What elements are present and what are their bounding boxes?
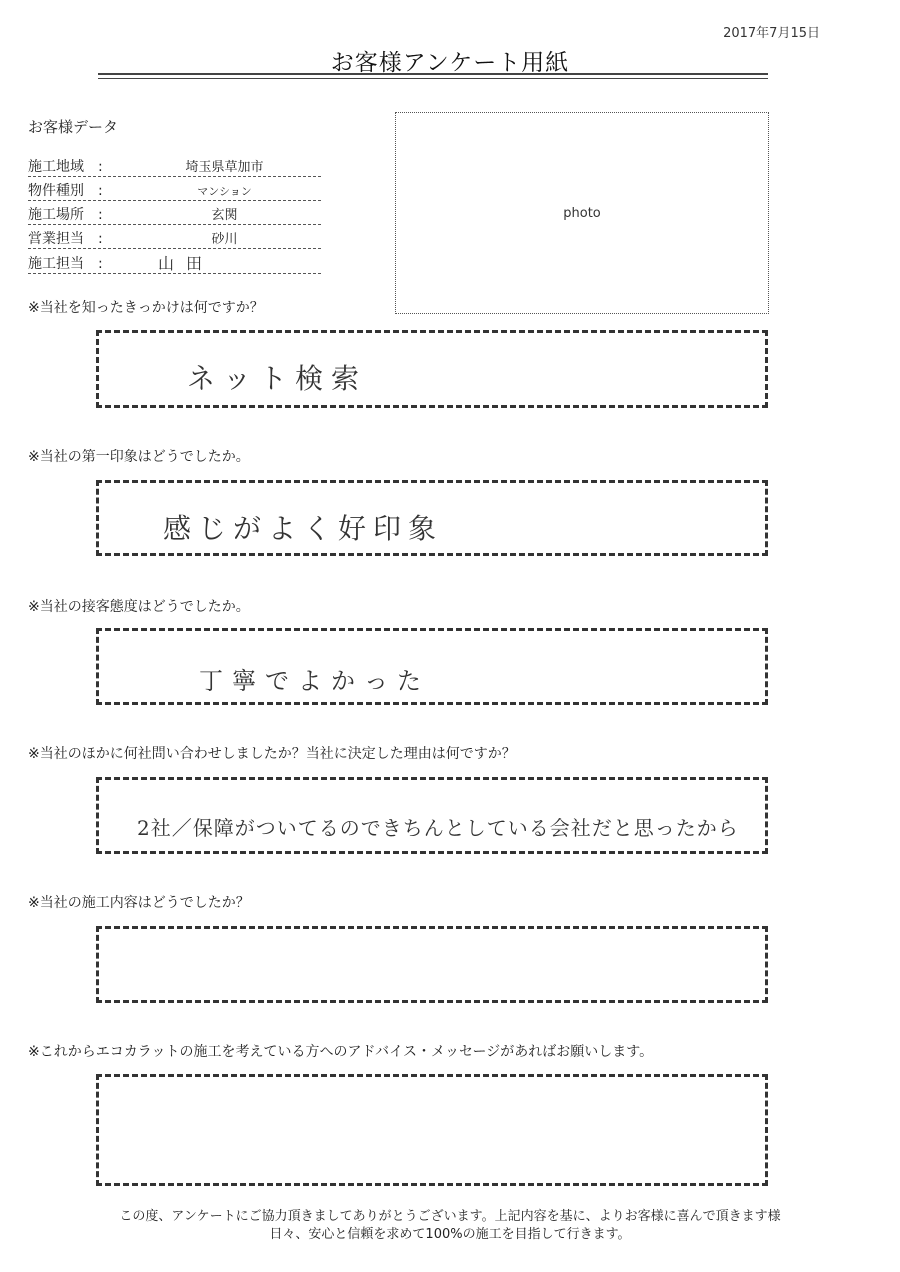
answer-box-4 bbox=[96, 777, 768, 854]
survey-date: 2017年7月15日 bbox=[723, 26, 820, 41]
answer-box-5 bbox=[96, 926, 768, 1003]
question-1: ※当社を知ったきっかけは何ですか？ bbox=[28, 300, 264, 316]
page-title: お客様アンケート用紙 bbox=[330, 50, 570, 76]
data-row-value: 埼玉県草加市 bbox=[185, 160, 264, 175]
answer-4-handwritten: 2社／保障がついてるのできちんとしている会社だと思ったから bbox=[137, 816, 739, 840]
data-row-value: マンション bbox=[197, 185, 252, 198]
answer-box-1 bbox=[96, 330, 768, 408]
customer-data-heading: お客様データ bbox=[28, 118, 119, 136]
title-underline-thick bbox=[98, 73, 768, 75]
footer-message-line-2: 日々、安心と信頼を求めて100%の施工を目指して行きます。 bbox=[269, 1227, 631, 1242]
footer-message-line-1: この度、アンケートにご協力頂きましてありがとうございます。上記内容を基に、よりお客様に喜んで頂きます様 bbox=[119, 1209, 781, 1224]
answer-1-handwritten: ネット検索 bbox=[187, 362, 368, 395]
data-row-label: 施工場所 : bbox=[28, 207, 103, 223]
answer-box-3 bbox=[96, 628, 768, 705]
data-row-value: 砂川 bbox=[211, 232, 238, 247]
answer-2-handwritten: 感じがよく好印象 bbox=[163, 512, 444, 545]
data-row-value: 玄関 bbox=[211, 208, 238, 223]
question-6: ※これからエコカラットの施工を考えている方へのアドバイス・メッセージがあればお願いします。 bbox=[28, 1044, 654, 1060]
title-underline-thin bbox=[98, 78, 768, 79]
data-row-construction-location bbox=[28, 201, 321, 225]
data-row-construction-area bbox=[28, 153, 321, 177]
answer-box-6 bbox=[96, 1074, 768, 1186]
photo-label: photo bbox=[563, 206, 601, 221]
question-2: ※当社の第一印象はどうでしたか。 bbox=[28, 449, 250, 465]
answer-3-handwritten: 丁寧でよかった bbox=[199, 667, 430, 695]
data-row-label: 物件種別 : bbox=[28, 183, 103, 199]
data-row-label: 施工地域 : bbox=[28, 159, 103, 175]
data-row-value-handwritten: 山田 bbox=[158, 254, 215, 273]
question-5: ※当社の施工内容はどうでしたか？ bbox=[28, 895, 250, 911]
answer-box-2 bbox=[96, 480, 768, 556]
data-row-property-type bbox=[28, 177, 321, 201]
question-3: ※当社の接客態度はどうでしたか。 bbox=[28, 599, 250, 615]
question-4: ※当社のほかに何社問い合わせしましたか？当社に決定した理由は何ですか？ bbox=[28, 746, 516, 762]
data-row-sales-rep bbox=[28, 225, 321, 249]
data-row-label: 営業担当 : bbox=[28, 231, 103, 247]
data-row-label: 施工担当 : bbox=[28, 256, 103, 272]
data-row-construction-rep bbox=[28, 250, 321, 274]
